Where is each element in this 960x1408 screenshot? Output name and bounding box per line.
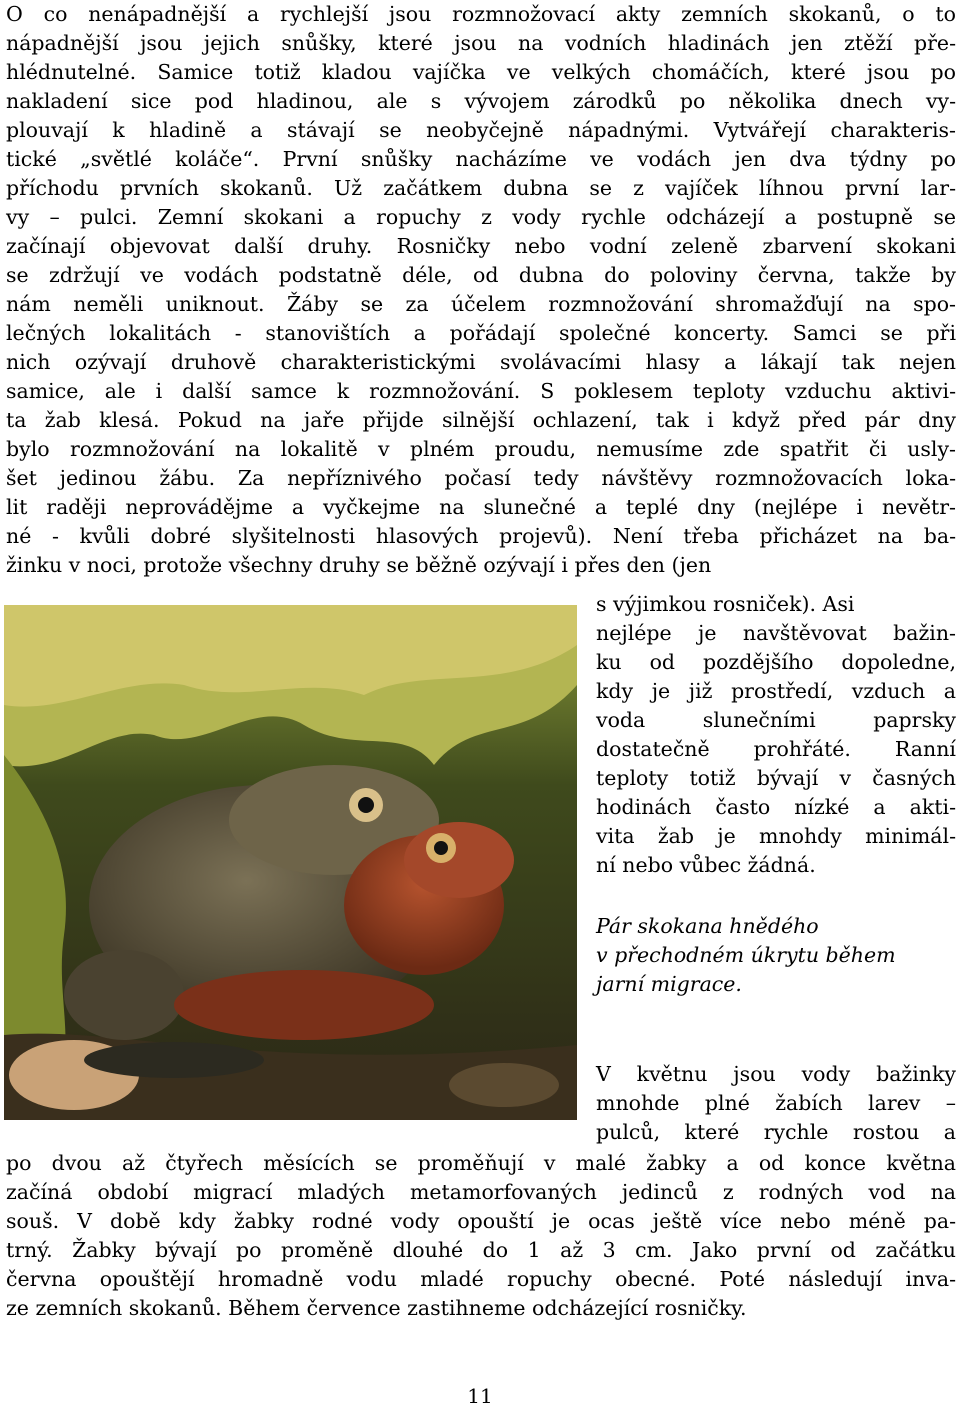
text-line: příchodu prvních skokanů. Už začátkem dubna se z vajíček líhnou první lar- — [6, 176, 956, 200]
text-line: vy – pulci. Zemní skokani a ropuchy z vody rychle odcházejí a postupně se — [6, 205, 956, 229]
text-line: nich ozývají druhově charakteristickými svolávacími hlasy a lákají tak nejen — [6, 350, 956, 374]
text-line: ta žab klesá. Pokud na jaře přijde silnější ochlazení, tak i když před pár dny — [6, 408, 956, 432]
text-line: ní nebo vůbec žádná. — [596, 853, 816, 877]
text-line: O co nenápadnější a rychlejší jsou rozmnožovací akty zemních skokanů, o to — [6, 2, 956, 26]
text-line: trný. Žabky bývají po proměně dlouhé do 1 až 3 cm. Jako první od začátku — [6, 1238, 956, 1262]
text-line: začíná období migrací mladých metamorfovaných jedinců z rodných vod na — [6, 1180, 956, 1204]
text-line: hodinách často nízké a akti- — [596, 795, 956, 819]
text-line: vita žab je mnohdy minimál- — [596, 824, 956, 848]
photo-caption: jarní migrace. — [596, 972, 742, 996]
text-line: V květnu jsou vody bažinky — [596, 1062, 956, 1086]
text-line: voda slunečními paprsky — [596, 708, 956, 732]
text-line: né - kvůli dobré slyšitelnosti hlasových projevů). Není třeba přicházet na ba- — [6, 524, 956, 548]
text-line: nám neměli uniknout. Žáby se za účelem rozmnožování shromažďují na spo- — [6, 292, 956, 316]
text-line: šet jedinou žábu. Za nepříznivého počasí tedy návštěvy rozmnožovacích loka- — [6, 466, 956, 490]
text-line: začínají objevovat další druhy. Rosničky nebo vodní zeleně zbarvení skokani — [6, 234, 956, 258]
text-line: lit raději neprovádějme a vyčkejme na slunečné a teplé dny (nejlépe i nevětr- — [6, 495, 956, 519]
text-line: nakladení sice pod hladinou, ale s vývojem zárodků po několika dnech vy- — [6, 89, 956, 113]
text-line: mnohde plné žabích larev – — [596, 1091, 956, 1115]
page-number: 11 — [467, 1384, 493, 1408]
text-line: tické „světlé koláče“. První snůšky nacházíme ve vodách jen dva týdny po — [6, 147, 956, 171]
text-line: dostatečně prohřáté. Ranní — [596, 737, 956, 761]
text-line: po dvou až čtyřech měsících se proměňují v malé žabky a od konce května — [6, 1151, 956, 1175]
photo-caption: Pár skokana hnědého — [596, 914, 819, 938]
frog-photo — [4, 605, 577, 1120]
text-line: ze zemních skokanů. Během července zastihneme odcházející rosničky. — [6, 1296, 747, 1320]
text-line: nejlépe je navštěvovat bažin- — [596, 621, 956, 645]
text-line: teploty totiž bývají v časných — [596, 766, 956, 790]
text-line: se zdržují ve vodách podstatně déle, od dubna do poloviny června, takže by — [6, 263, 956, 287]
text-line: lečných lokalitách - stanovištích a pořádají společné koncerty. Samci se při — [6, 321, 956, 345]
text-line: kdy je již prostředí, vzduch a — [596, 679, 956, 703]
text-line: samice, ale i další samce k rozmnožování. S poklesem teploty vzduchu aktivi- — [6, 379, 956, 403]
text-line: června opouštějí hromadně vodu mladé ropuchy obecné. Poté následují inva- — [6, 1267, 956, 1291]
text-line: s výjimkou rosniček). Asi — [596, 592, 855, 616]
text-line: žinku v noci, protože všechny druhy se běžně ozývají i přes den (jen — [6, 553, 712, 577]
text-line: hlédnutelné. Samice totiž kladou vajíčka ve velkých chomáčích, které jsou po — [6, 60, 956, 84]
text-line: plouvají k hladině a stávají se neobyčejně nápadnými. Vytvářejí charakteris- — [6, 118, 956, 142]
text-line: nápadnější jsou jejich snůšky, které jsou na vodních hladinách jen ztěží pře- — [6, 31, 956, 55]
text-line: pulců, které rychle rostou a — [596, 1120, 956, 1144]
photo-caption: v přechodném úkrytu během — [596, 943, 896, 967]
text-line: ku od pozdějšího dopoledne, — [596, 650, 956, 674]
text-line: souš. V době kdy žabky rodné vody opouští je ocas ještě více nebo méně pa- — [6, 1209, 956, 1233]
text-line: bylo rozmnožování na lokalitě v plném proudu, nemusíme zde spatřit či usly- — [6, 437, 956, 461]
